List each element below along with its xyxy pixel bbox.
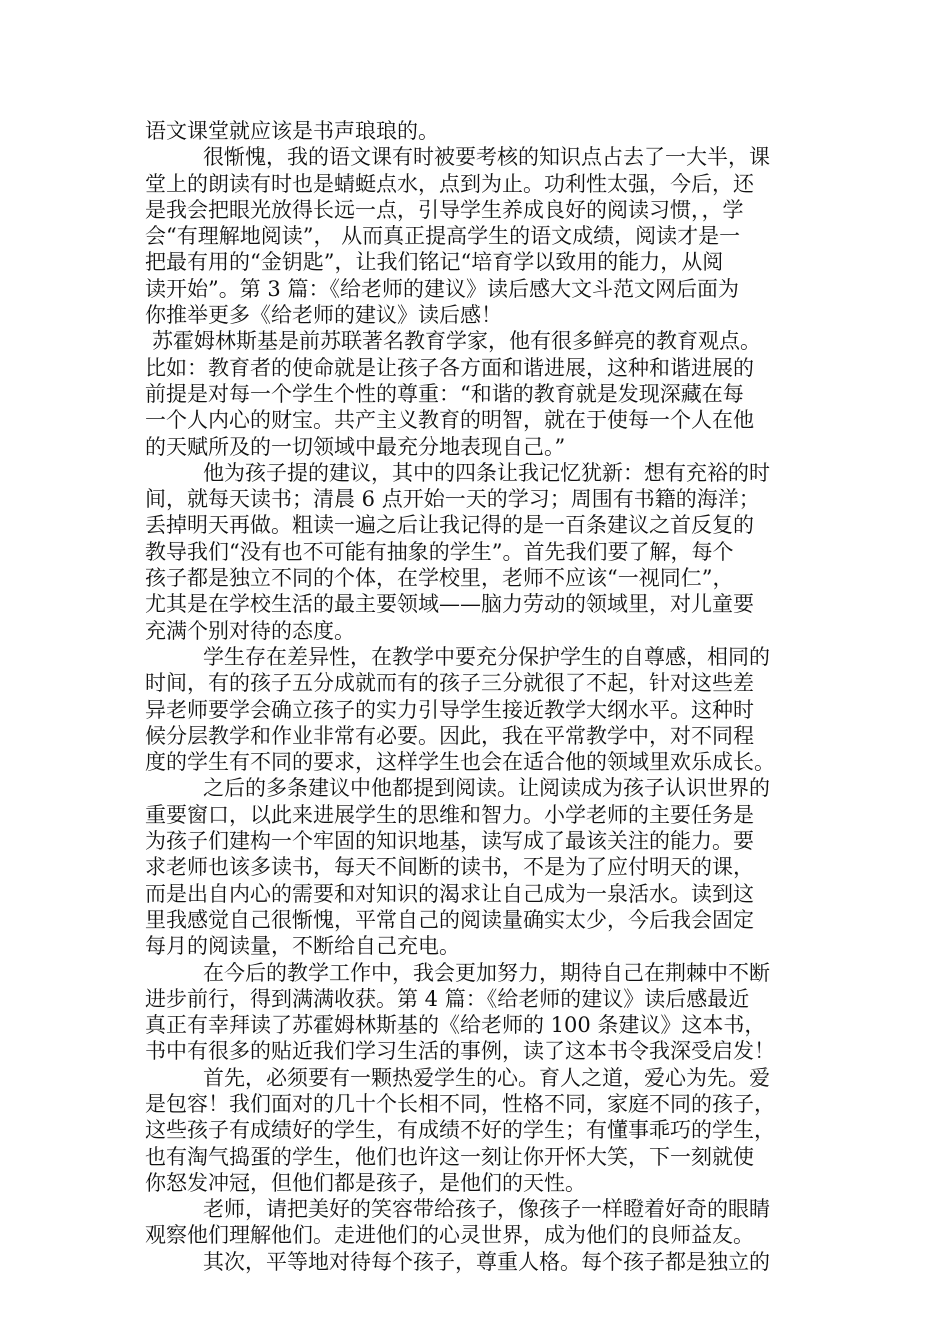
text-line: 充满个别对待的态度。 (145, 618, 355, 643)
text-line: 其次，平等地对待每个孩子，尊重人格。每个孩子都是独立的 (203, 1249, 770, 1274)
text-line: 进步前行，得到满满收获。第 4 篇：《给老师的建议》读后感最近 (145, 986, 750, 1011)
text-line: 语文课堂就应该是书声琅琅的。 (145, 119, 439, 143)
text-line: 度的学生有不同的要求，这样学生也会在适合他的领域里欢乐成长。 (145, 750, 775, 775)
text-line: 很惭愧，我的语文课有时被要考核的知识点占去了一大半，课 (203, 145, 770, 170)
text-line: 间，就每天读书；清晨 6 点开始一天的学习；周围有书籍的海洋； (145, 487, 760, 512)
text-line: 重要窗口，以此来进展学生的思维和智力。小学老师的主要任务是 (145, 802, 754, 827)
text-line: 老师，请把美好的笑容带给孩子，像孩子一样瞪着好奇的眼睛 (203, 1197, 770, 1222)
text-line: 候分层教学和作业非常有必要。因此，我在平常教学中，对不同程 (145, 723, 754, 748)
text-line: 孩子都是独立不同的个体，在学校里，老师不应该“一视同仁”， (145, 566, 734, 591)
text-line: 一个人内心的财宝。共产主义教育的明智，就在于使每一个人在他 (145, 408, 754, 433)
text-line: 观察他们理解他们。走进他们的心灵世界，成为他们的良师益友。 (145, 1223, 754, 1248)
text-line: 尤其是在学校生活的最主要领域——脑力劳动的领域里，对儿童要 (145, 592, 754, 617)
text-line: 真正有幸拜读了苏霍姆林斯基的《给老师的 100 条建议》这本书， (145, 1013, 766, 1038)
text-line: 之后的多条建议中他都提到阅读。让阅读成为孩子认识世界的 (203, 776, 770, 801)
text-line: 时间，有的孩子五分成就而有的孩子三分就很了不起，针对这些差 (145, 671, 754, 696)
text-line: 你怒发冲冠，但他们都是孩子，是他们的天性。 (145, 1170, 586, 1195)
text-line: 前提是对每一个学生个性的尊重：“和谐的教育就是发现深藏在每 (145, 381, 744, 406)
text-line: 每月的阅读量，不断给自己充电。 (145, 934, 460, 959)
text-line: 你推举更多《给老师的建议》读后感！ (145, 303, 502, 328)
text-line: 是我会把眼光放得长远一点，引导学生养成良好的阅读习惯，，学 (145, 197, 744, 222)
text-line: 求老师也该多读书，每天不间断的读书，不是为了应付明天的课， (145, 855, 754, 880)
text-line: 在今后的教学工作中，我会更加努力，期待自己在荆棘中不断 (203, 960, 770, 985)
text-line: 学生存在差异性，在教学中要充分保护学生的自尊感，相同的 (203, 644, 770, 669)
document-body (145, 118, 810, 1275)
text-line: 读开始”。第 3 篇：《给老师的建议》读后感大文斗范文网后面为 (145, 276, 739, 301)
text-line: 的天赋所及的一切领域中最充分地表现自己。” (145, 434, 566, 459)
text-line: 为孩子们建构一个牢固的知识地基，读写成了最该关注的能力。要 (145, 829, 754, 854)
text-line: 里我感觉自己很惭愧，平常自己的阅读量确实太少，今后我会固定 (145, 907, 754, 932)
text-line: 堂上的朗读有时也是蜻蜓点水，点到为止。功利性太强，今后，还 (145, 171, 754, 196)
text-line: 异老师要学会确立孩子的实力引导学生接近教学大纲水平。这种时 (145, 697, 754, 722)
text-line: 丢掉明天再做。粗读一遍之后让我记得的是一百条建议之首反复的 (145, 513, 754, 538)
text-line: 书中有很多的贴近我们学习生活的事例，读了这本书令我深受启发！ (145, 1039, 775, 1064)
text-line: 苏霍姆林斯基是前苏联著名教育学家，他有很多鲜亮的教育观点。 (152, 329, 761, 354)
text-line: 把最有用的“金钥匙”，让我们铭记“培育学以致用的能力，从阅 (145, 250, 724, 275)
text-line: 教导我们“没有也不可能有抽象的学生”。首先我们要了解，每个 (145, 539, 734, 564)
text-line: 是包容！我们面对的几十个长相不同，性格不同，家庭不同的孩子， (145, 1091, 775, 1116)
text-line: 也有淘气捣蛋的学生，他们也许这一刻让你开怀大笑，下一刻就使 (145, 1144, 754, 1169)
text-line: 比如：教育者的使命就是让孩子各方面和谐进展，这种和谐进展的 (145, 355, 754, 380)
text-line: 会“有理解地阅读”， 从而真正提高学生的语文成绩，阅读才是一 (145, 224, 741, 249)
text-line: 他为孩子提的建议，其中的四条让我记忆犹新：想有充裕的时 (203, 460, 770, 485)
text-line: 这些孩子有成绩好的学生，有成绩不好的学生；有懂事乖巧的学生， (145, 1118, 775, 1143)
text-line: 首先，必须要有一颗热爱学生的心。育人之道，爱心为先。爱 (203, 1065, 770, 1090)
text-line: 而是出自内心的需要和对知识的渴求让自己成为一泉活水。读到这 (145, 881, 754, 906)
